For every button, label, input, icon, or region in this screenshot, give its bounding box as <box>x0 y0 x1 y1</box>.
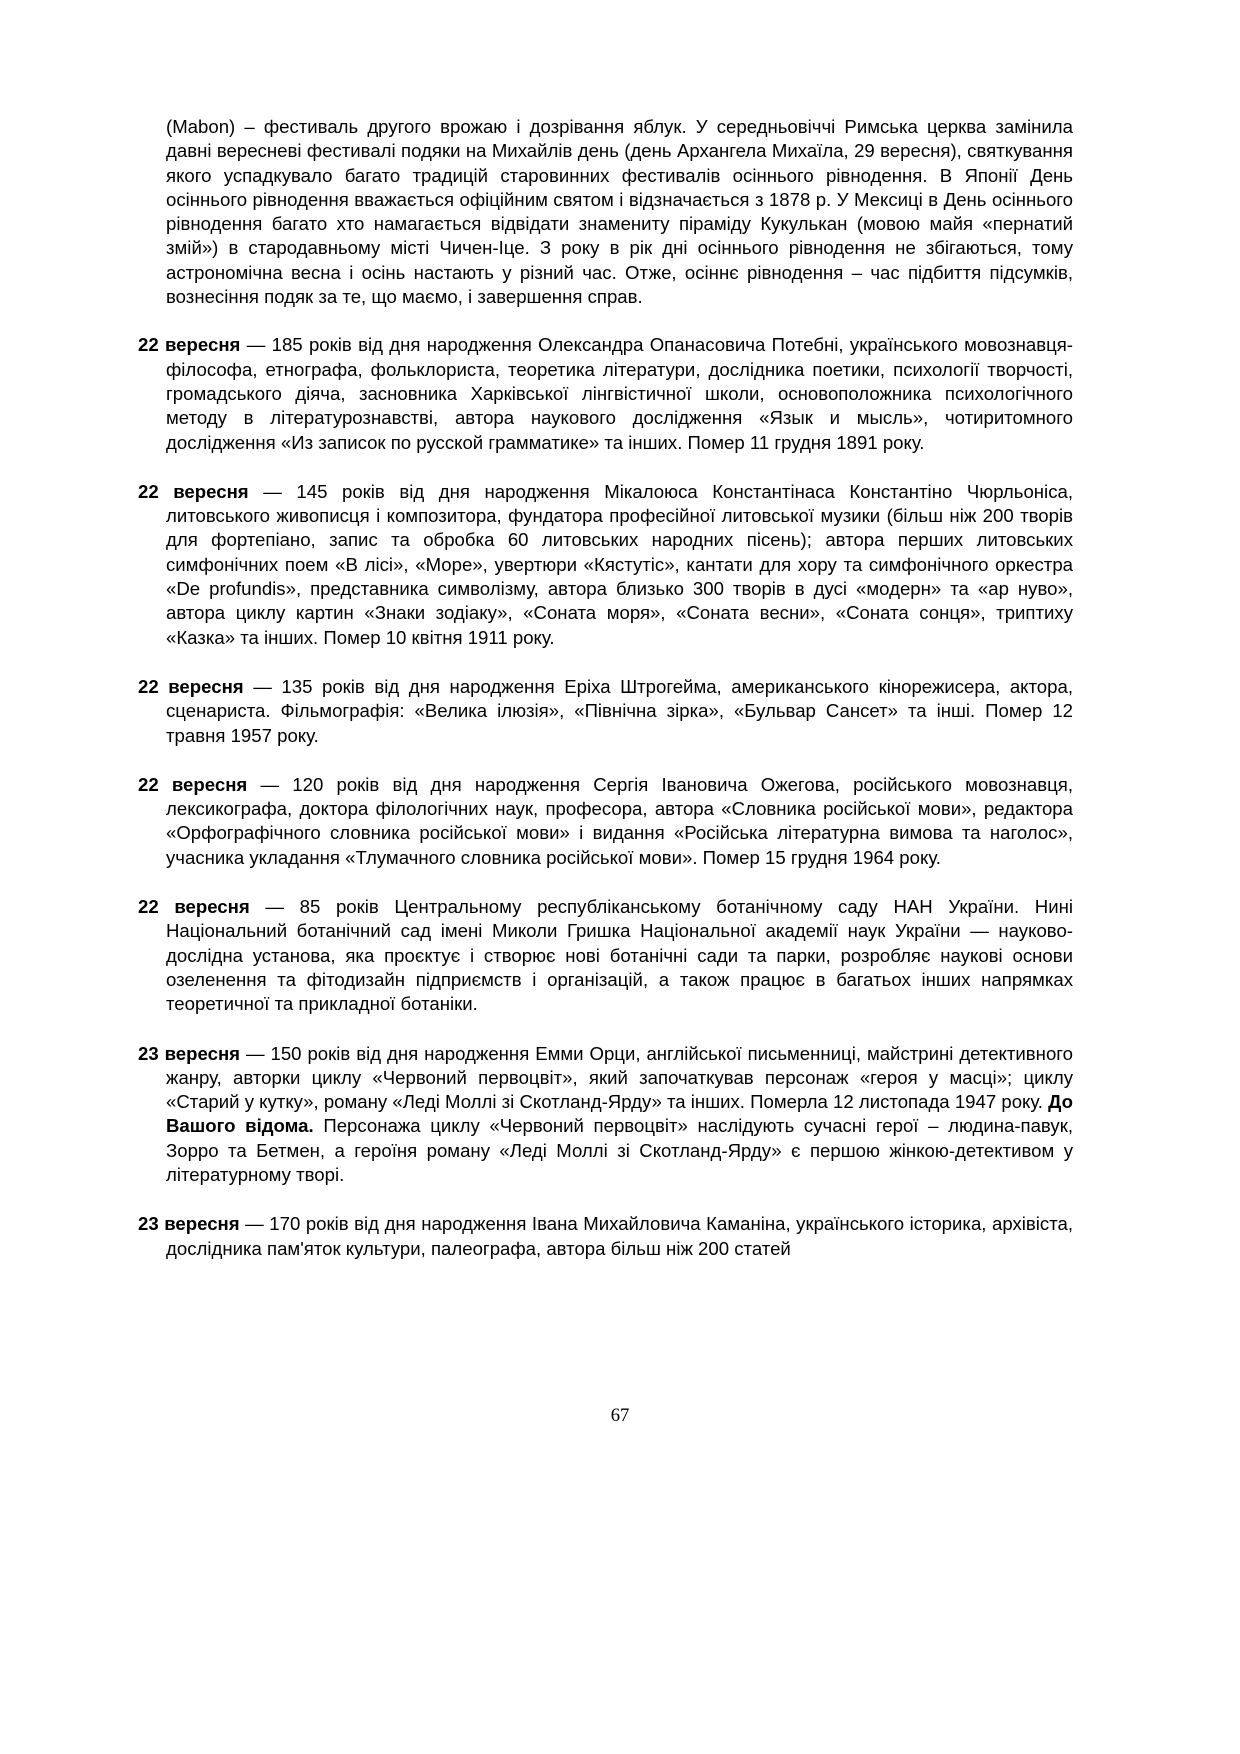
entry-text: — 150 років від дня народження Емми Орци, англійської письменниці, майстрині детективного жанру, авторки циклу «Червоний первоцвіт», який започаткував персонаж «героя у масці»; циклу «Старий у кутку», роману «Леді Моллі зі Скотланд-Ярду» та інших. Померла 12 листопада 1947 року. <box>166 1042 1073 1113</box>
entry-kamanin <box>138 1212 1073 1261</box>
entry-date: 22 вересня <box>138 896 250 918</box>
entry-text: — 120 років від дня народження Сергія Івановича Ожегова, російського мовознавця, лексикографа, доктора філологічних наук, професора, автора «Словника російської мови», редактора «Орфографічного словника російської мови» і видання «Російська літературна вимова та наголос», учасника укладання «Тлумачного словника російської мови». Помер 15 грудня 1964 року. <box>166 773 1073 868</box>
entry-stroheim <box>138 675 1073 748</box>
entry-text: — 170 років від дня народження Івана Михайловича Каманіна, українського історика, архівіста, дослідника пам'яток культури, палеографа, автора більш ніж 200 статей <box>166 1213 1074 1259</box>
entry-ciurlionis <box>138 480 1073 650</box>
entry-orczy <box>138 1042 1073 1188</box>
entry-ozhegov <box>138 773 1073 870</box>
entry-text: — 135 років від дня народження Еріха Штрогейма, американського кінорежисера, актора, сценариста. Фільмографія: «Велика ілюзія», «Північна зірка», «Бульвар Сансет» та інші. Помер 12 травня 1957 року. <box>166 675 1073 746</box>
entry-date: 23 вересня <box>138 1213 240 1235</box>
entry-botanical-garden <box>138 895 1073 1016</box>
page-number: 67 <box>610 1405 630 1426</box>
intro-paragraph: (Mabon) – фестиваль другого врожаю і дозрівання яблук. У середньовіччі Римська церква замінила давні вересневі фестивалі подяки на Михайлів день (день Архангела Михаїла, 29 вересня), святкування якого успадкувало багато традицій старовинних фестивалів осіннього рівнодення. В Японії День осіннього рівнодення вважається офіційним святом і відзначається з 1878 р. У Мексиці в День осіннього рівнодення багато хто намагається відвідати знамениту піраміду Кукулькан (мовою майя «пернатий змій») в стародавньому місті Чичен-Іце. З року в рік дні осіннього рівнодення не збігаються, тому астрономічна весна і осінь настають у різний час. Отже, осіннє рівнодення – час підбиття підсумків, вознесіння подяк за те, що маємо, і завершення справ. <box>166 116 1073 308</box>
entry-date: 23 вересня <box>138 1042 241 1064</box>
entry-text: — 185 років від дня народження Олександра Опанасовича Потебні, українського мовознавця-філософа, етнографа, фольклориста, теоретика літератури, дослідника поетики, психології творчості, громадського діяча, засновника Харківської лінгвістичної школи, основоположника психологічного методу в літературознавстві, автора наукового дослідження «Язык и мысль», чотиритомного дослідження «Из записок по русской грамматике» та інших. Помер 11 грудня 1891 року. <box>166 334 1073 453</box>
entry-date: 22 вересня <box>138 773 248 795</box>
entry-potebnia <box>138 333 1073 454</box>
entry-text: — 85 років Центральному республіканському ботанічному саду НАН України. Нині Національний ботанічний сад імені Миколи Гришка Національної академії наук України — науково-дослідна установа, яка проєктує і створює нові ботанічні сади та парки, розробляє наукові основи озеленення та фітодизайн підприємств і організацій, а також працює в багатьох інших напрямках теоретичної та прикладної ботаніки. <box>166 896 1074 1015</box>
page-content <box>138 115 1073 1261</box>
entry-date: 22 вересня <box>138 675 244 697</box>
entry-text: — 145 років від дня народження Мікалоюса Константінаса Константіно Чюрльоніса, литовського живописця і композитора, фундатора професійної литовської музики (більш ніж 200 творів для фортепіано, запис та обробка 60 литовських народних пісень); автора перших литовських симфонічних поем «В лісі», «Море», увертюри «Кястутіс», кантати для хору та симфонічного оркестра «De profundis», представника символізму, автора близько 300 творів в дусі «модерн» та «ар нуво», автора циклу картин «Знаки зодіаку», «Соната моря», «Соната весни», «Соната сонця», триптиху «Казка» та інших. Помер 10 квітня 1911 року. <box>166 480 1073 648</box>
entry-text-after: Персонажа циклу «Червоний первоцвіт» наслідують сучасні герої – людина-павук, Зорро та Бетмен, а героїня роману «Леді Моллі зі Скотланд-Ярду» є першою жінкою-детективом у літературному творі. <box>166 1115 1073 1185</box>
entry-date: 22 вересня <box>138 334 241 356</box>
entry-date: 22 вересня <box>138 480 249 502</box>
fyi-label: До Вашого відома. <box>166 1091 1073 1137</box>
